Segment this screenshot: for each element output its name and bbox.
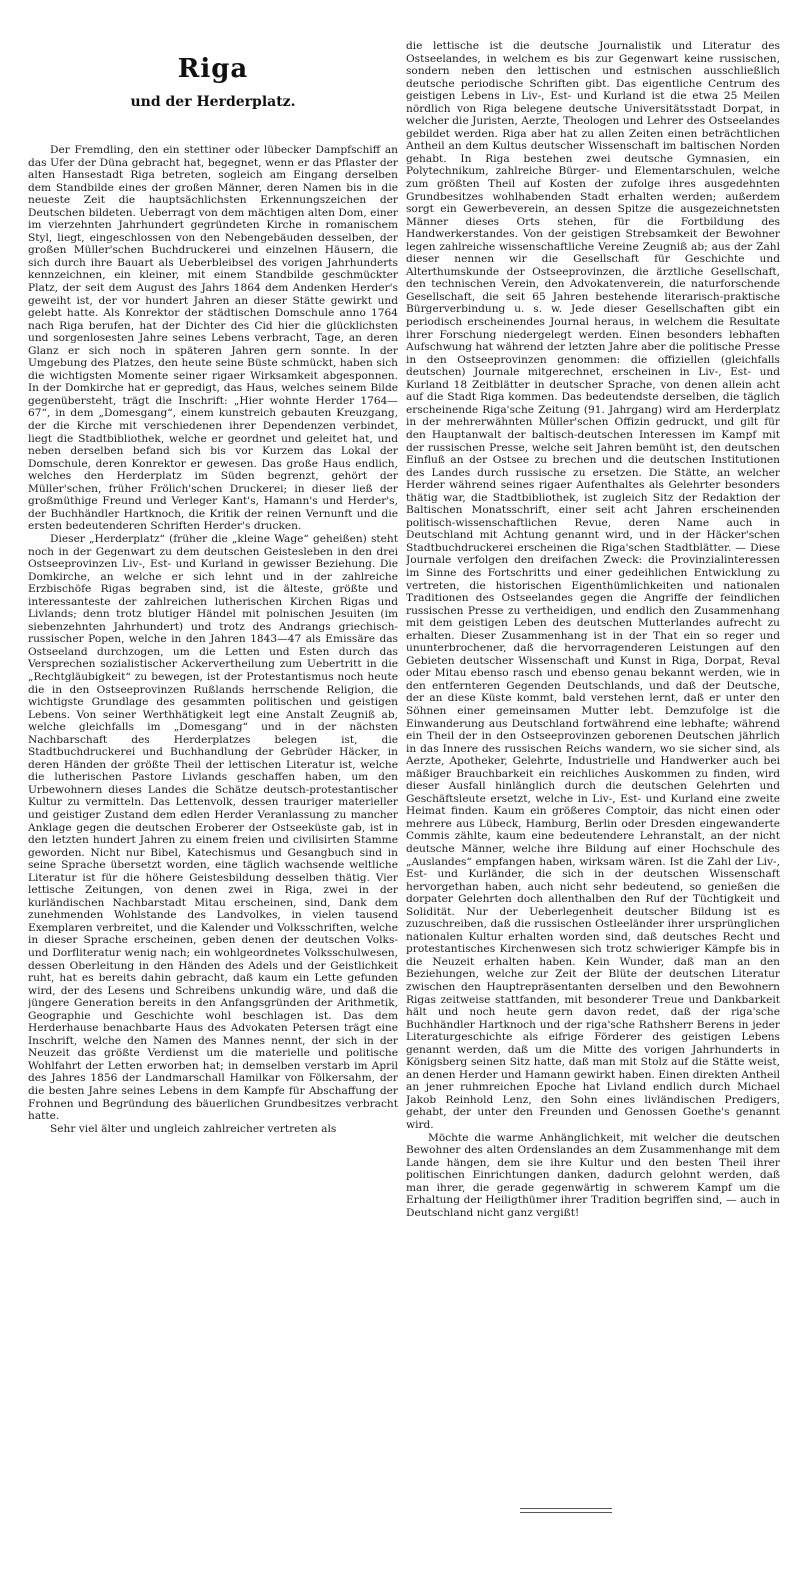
right-column-text xyxy=(406,40,780,1219)
paragraph: Der Fremdling, den ein stettiner oder lübecker Dampfschiff an das Ufer der Düna gebracht hat, begegnet, wenn er das Pflaster der alten Hansestadt Riga betreten, sogleich am Eingang derselben dem Standbilde eines der großen Männer, deren Namen bis in die neueste Zeit die hauptsächlichsten Erkennungszeichen der Deutschen bildeten. Ueberragt von dem mächtigen alten Dom, einer im vierzehnten Jahrhundert gegründeten Kirche in romanischem Styl, liegt, eingeschlossen von den Nebengebäuden desselben, der großen Müller'schen Buchdruckerei und einzelnen Häusern, die sich durch ihre Bauart als Ueberbleibsel des vorigen Jahrhunderts kennzeichnen, ein kleiner, mit einem Standbilde geschmückter Platz, der seit dem August des Jahrs 1864 dem Andenken Herder's geweiht ist, der vor hundert Jahren an dieser Stätte gewirkt und gelebt hatte. Als Konrektor der städtischen Domschule anno 1764 nach Riga berufen, hat der Dichter des Cid hier die glücklichsten und sorgenlosesten Jahre seines Lebens verbracht, Tage, an deren Glanz er sich noch in späteren Jahren gern sonnte. In der Umgebung des Platzes, den heute seine Büste schmückt, haben sich die wichtigsten Momente seiner rigaer Wirksamkeit abgesponnen. In der Domkirche hat er gepredigt, das Haus, welches seinem Bilde gegenübersteht, trägt die Inschrift: „Hier wohnte Herder 1764—67“, in dem „Domesgang“, einem kunstreich gebauten Kreuzgang, der die Kirche mit verschiedenen ihrer Dependenzen verbindet, liegt die Stadtbibliothek, welche er geordnet und geleitet hat, und neben derselben befand sich bis vor Kurzem das Lokal der Domschule, deren Konrektor er gewesen. Das große Haus endlich, welches den Herderplatz im Süden begrenzt, gehört der Müller'schen, früher Frölich'schen Druckerei; in dieser ließ der großmüthige Freund und Verleger Kant's, Hamann's und Herder's, der Buchhändler Hartknoch, die Kritik der reinen Vernunft und die ersten bedeutenderen Schriften Herder's drucken. xyxy=(28,144,398,533)
article-subtitle: und der Herderplatz. xyxy=(130,94,296,110)
paragraph: Sehr viel älter und ungleich zahlreicher vertreten als xyxy=(50,1122,337,1135)
paragraph: Möchte die warme Anhänglichkeit, mit welcher die deutschen Bewohner des alten Ordenslandes an dem Zusammenhange mit dem Lande hängen, dem sie ihre Kultur und den besten Theil ihrer politischen Einrichtungen danken, dadurch gelohnt werden, daß man ihrer, die gerade gegenwärtig in schwerem Kampf um die Erhaltung der Heiligthümer ihrer Tradition begriffen sind, — auch in Deutschland nicht ganz vergißt! xyxy=(406,1131,780,1219)
paragraph-continued: die lettische ist die deutsche Journalistik und Literatur des Ostseelandes, in welchem es bis zur Gegenwart keine russischen, sondern neben den lettischen und estnischen ausschließlich deutsche periodische Schriften gibt. Das eigentliche Centrum des geistigen Lebens in Liv-, Est- und Kurland ist die etwa 25 Meilen nördlich von Riga belegene deutsche Universitätsstadt Dorpat, in welcher die Juristen, Aerzte, Theologen und Lehrer des Ostseelandes gebildet werden. Riga aber hat zu allen Zeiten einen beträchtlichen Antheil an dem Kultus deutscher Wissenschaft im baltischen Norden gehabt. In Riga bestehen zwei deutsche Gymnasien, ein Polytechnikum, zahlreiche Bürger- und Elementarschulen, welche zum größten Theil auf Kosten der zufolge ihres ausgedehnten Grundbesitzes wohlhabenden Stadt erhalten werden; außerdem sorgt ein Gewerbeverein, an dessen Spitze die ausgezeichnetsten Männer dieses Orts stehen, für die Fortbildung des Handwerkerstandes. Von der geistigen Strebsamkeit der Bewohner legen zahlreiche wissenschaftliche Vereine Zeugniß ab; aus der Zahl dieser nennen wir die Gesellschaft für Geschichte und Alterthumskunde der Ostseeprovinzen, die ärztliche Gesellschaft, den technischen Verein, den Advokatenverein, die naturforschende Gesellschaft, die seit 65 Jahren bestehende literarisch-praktische Bürgerverbindung u. s. w. Jede dieser Gesellschaften gibt ein periodisch erscheinendes Journal heraus, in welchem die Resultate ihrer Forschung niedergelegt werden. Einen besonders lebhaften Aufschwung hat während der letzten Jahre aber die politische Presse in den Ostseeprovinzen genommen: die offiziellen (gleichfalls deutschen) Journale mitgerechnet, erscheinen in Liv-, Est- und Kurland 18 Zeitblätter in deutscher Sprache, von denen allein acht auf die Stadt Riga kommen. Das bedeutendste derselben, die täglich erscheinende Riga'sche Zeitung (91. Jahrgang) wird am Herderplatz in der mehrerwähnten Müller'schen Offizin gedruckt, und gilt für den Hauptanwalt der baltisch-deutschen Interessen im Kampf mit der russischen Presse, welche seit Jahren bemüht ist, den deutschen Einfluß an der Ostsee zu brechen und die deutschen Institutionen des Landes durch russische zu ersetzen. Die Stätte, an welcher Herder während seines rigaer Aufenthaltes als Gelehrter besonders thätig war, die Stadtbibliothek, ist zugleich Sitz der Redaktion der Baltischen Monatsschrift, einer seit acht Jahren erscheinenden politisch-wissenschaftlichen Revue, deren Name auch in Deutschland mit Achtung genannt wird, und in der Häcker'schen Stadtbuchdruckerei erscheinen die Riga'schen Stadtblätter. — Diese Journale verfolgen den dreifachen Zweck: die Provinzialinteressen im Sinne des Fortschritts und einer gedeihlichen Entwicklung zu vertreten, die historischen Eigenthümlichkeiten und nationalen Traditionen des Ostseelandes gegen die Angriffe der feindlichen russischen Presse zu vertheidigen, und endlich den Zusammenhang mit dem geistigen Leben des deutschen Mutterlandes aufrecht zu erhalten. Dieser Zusammenhang ist in der That ein so reger und ununterbrochener, daß die hervorragenderen Leistungen auf den Gebieten deutscher Wissenschaft und Kunst in Riga, Dorpat, Reval oder Mitau ebenso rasch und ebenso genau bekannt werden, wie in den entfernteren Gegenden Deutschlands, und daß der Deutsche, der an diese Küste kommt, bald verstehen lernt, daß er unter den Söhnen einer gemeinsamen Mutter lebt. Demzufolge ist die Einwanderung aus Deutschland fortwährend eine lebhafte; während ein Theil der in den Ostseeprovinzen geborenen Deutschen jährlich in das Innere des russischen Reichs wandern, wo sie sicher sind, als Aerzte, Apotheker, Gelehrte, Industrielle und Handwerker auch bei mäßiger Brauchbarkeit ein reichliches Auskommen zu finden, wird dieser Ausfall hinlänglich durch die deutschen Gelehrten und Geschäftsleute ersetzt, welche in Liv-, Est- und Kurland eine zweite Heimat finden. Kaum ein größeres Comptoir, das nicht einen oder mehrere aus Lübeck, Hamburg, Berlin oder Dresden eingewanderte Commis zählte, kaum eine bedeutendere Lehranstalt, an der nicht deutsche Männer, welche ihre Bildung auf einer Hochschule des „Auslandes“ empfangen haben, wirksam wären. Ist die Zahl der Liv-, Est- und Kurländer, die sich in der deutschen Wissenschaft hervorgethan haben, auch nicht sehr bedeutend, so genießen die dorpater Gelehrten doch allenthalben den Ruf der Tüchtigkeit und Solidität. Nur der Ueberlegenheit deutscher Bildung ist es zuzuschreiben, daß die russischen Ostleeländer ihrer ursprünglichen nationalen Kultur erhalten worden sind, daß deutsches Recht und protestantisches Kirchenwesen sich trotz schwieriger Kämpfe bis in die Neuzeit erhalten haben. Kein Wunder, daß man an den Beziehungen, welche zur Zeit der Blüte der deutschen Literatur zwischen den Hauptrepräsentanten derselben und den Bewohnern Rigas zeitweise stattfanden, mit besonderer Treue und Dankbarkeit hält und noch heute gern davon redet, daß der riga'sche Buchhändler Hartknoch und der riga'sche Rathsherr Berens in jeder Literaturgeschichte als eifrige Förderer des geistigen Lebens genannt werden, daß um die Mitte des vorigen Jahrhunderts in Königsberg seinen Sitz hatte, daß man mit Stolz auf die Stätte weist, an denen Herder und Hamann gewirkt haben. Einen direkten Antheil an jener ruhmreichen Epoche hat Livland endlich durch Michael Jakob Reinhold Lenz, den Sohn eines livländischen Predigers, gehabt, der unter den Freunden und Genossen Goethe's genannt wird. xyxy=(406,40,780,1132)
article-title: Riga xyxy=(177,54,249,84)
left-column-text xyxy=(28,144,398,1135)
paragraph: Dieser „Herderplatz“ (früher die „kleine Wage“ geheißen) steht noch in der Gegenwart zu dem deutschen Geistesleben in den drei Ostseeprovinzen Liv-, Est- und Kurland in gewisser Beziehung. Die Domkirche, an welche er sich lehnt und in der zahlreiche Erzbischöfe Rigas begraben sind, ist die älteste, größte und interessanteste der zahlreichen lutherischen Kirchen Rigas und Livlands; denn trotz blutiger Händel mit polnischen Jesuiten (im siebenzehnten Jahrhundert) und trotz des Andrangs griechisch-russischer Popen, welche in den Jahren 1843—47 als Emissäre das Ostseeland durchzogen, um die Letten und Esten durch das Versprechen sozialistischer Ackervertheilung zum Uebertritt in die „Rechtgläubigkeit“ zu bewegen, ist der Protestantismus noch heute die in den Ostseeprovinzen Rußlands herrschende Religion, die wichtigste Grundlage des gesammten politischen und geistigen Lebens. Von seiner Werthhätigkeit legt eine Anstalt Zeugniß ab, welche gleichfalls im „Domesgang“ und in der nächsten Nachbarschaft des Herderplatzes belegen ist, die Stadtbuchdruckerei und Buchhandlung der Gebrüder Häcker, in deren Händen der größte Theil der lettischen Literatur ist, welche die lutherischen Pastore Livlands geschaffen haben, um den Urbewohnern dieses Landes die Schätze deutsch-protestantischer Kultur zu vermitteln. Das Lettenvolk, dessen trauriger materieller und geistiger Zustand dem edlen Herder Veranlassung zu mancher Anklage gegen die deutschen Eroberer der Ostseeküste gab, ist in den letzten hundert Jahren zu einem freien und civilisirten Stamme geworden. Nicht nur Bibel, Katechismus und Gesangbuch sind in seine Sprache übersetzt worden, eine täglich wachsende weltliche Literatur ist für die höhere Geistesbildung desselben thätig. Vier lettische Zeitungen, von denen zwei in Riga, zwei in der kurländischen Nachbarstadt Mitau erscheinen, sind, Dank dem zunehmenden Wohlstande des Landvolkes, in vielen tausend Exemplaren verbreitet, und die Kalender und Volksschriften, welche in dieser Sprache erscheinen, geben denen der deutschen Volks- und Dorfliteratur wenig nach; ein wohlgeordnetes Volksschulwesen, dessen Oberleitung in den Händen des Adels und der Geistlichkeit ruht, hat es bereits dahin gebracht, daß kaum ein Lette gefunden wird, der des Lesens und Schreibens unkundig wäre, und daß die jüngere Generation bereits in den Anfangsgründen der Arithmetik, Geographie und Geschichte wohl beschlagen ist. Das dem Herderhause benachbarte Haus des Advokaten Petersen trägt eine Inschrift, welche den Namen des Mannes nennt, der sich in der Neuzeit das größte Verdienst um die materielle und politische Wohlfahrt der Letten erworben hat; in demselben verstarb im April des Jahres 1856 der Landmarschall Hamilkar von Fölkersahm, der die besten Jahre seines Lebens in dem Kampfe für Abschaffung der Frohnen und Begründung des bäuerlichen Grundbesitzes verbracht hatte. xyxy=(28,532,398,1123)
right-column xyxy=(406,40,780,1480)
end-rule-divider xyxy=(520,1508,612,1513)
left-column xyxy=(28,40,398,1520)
